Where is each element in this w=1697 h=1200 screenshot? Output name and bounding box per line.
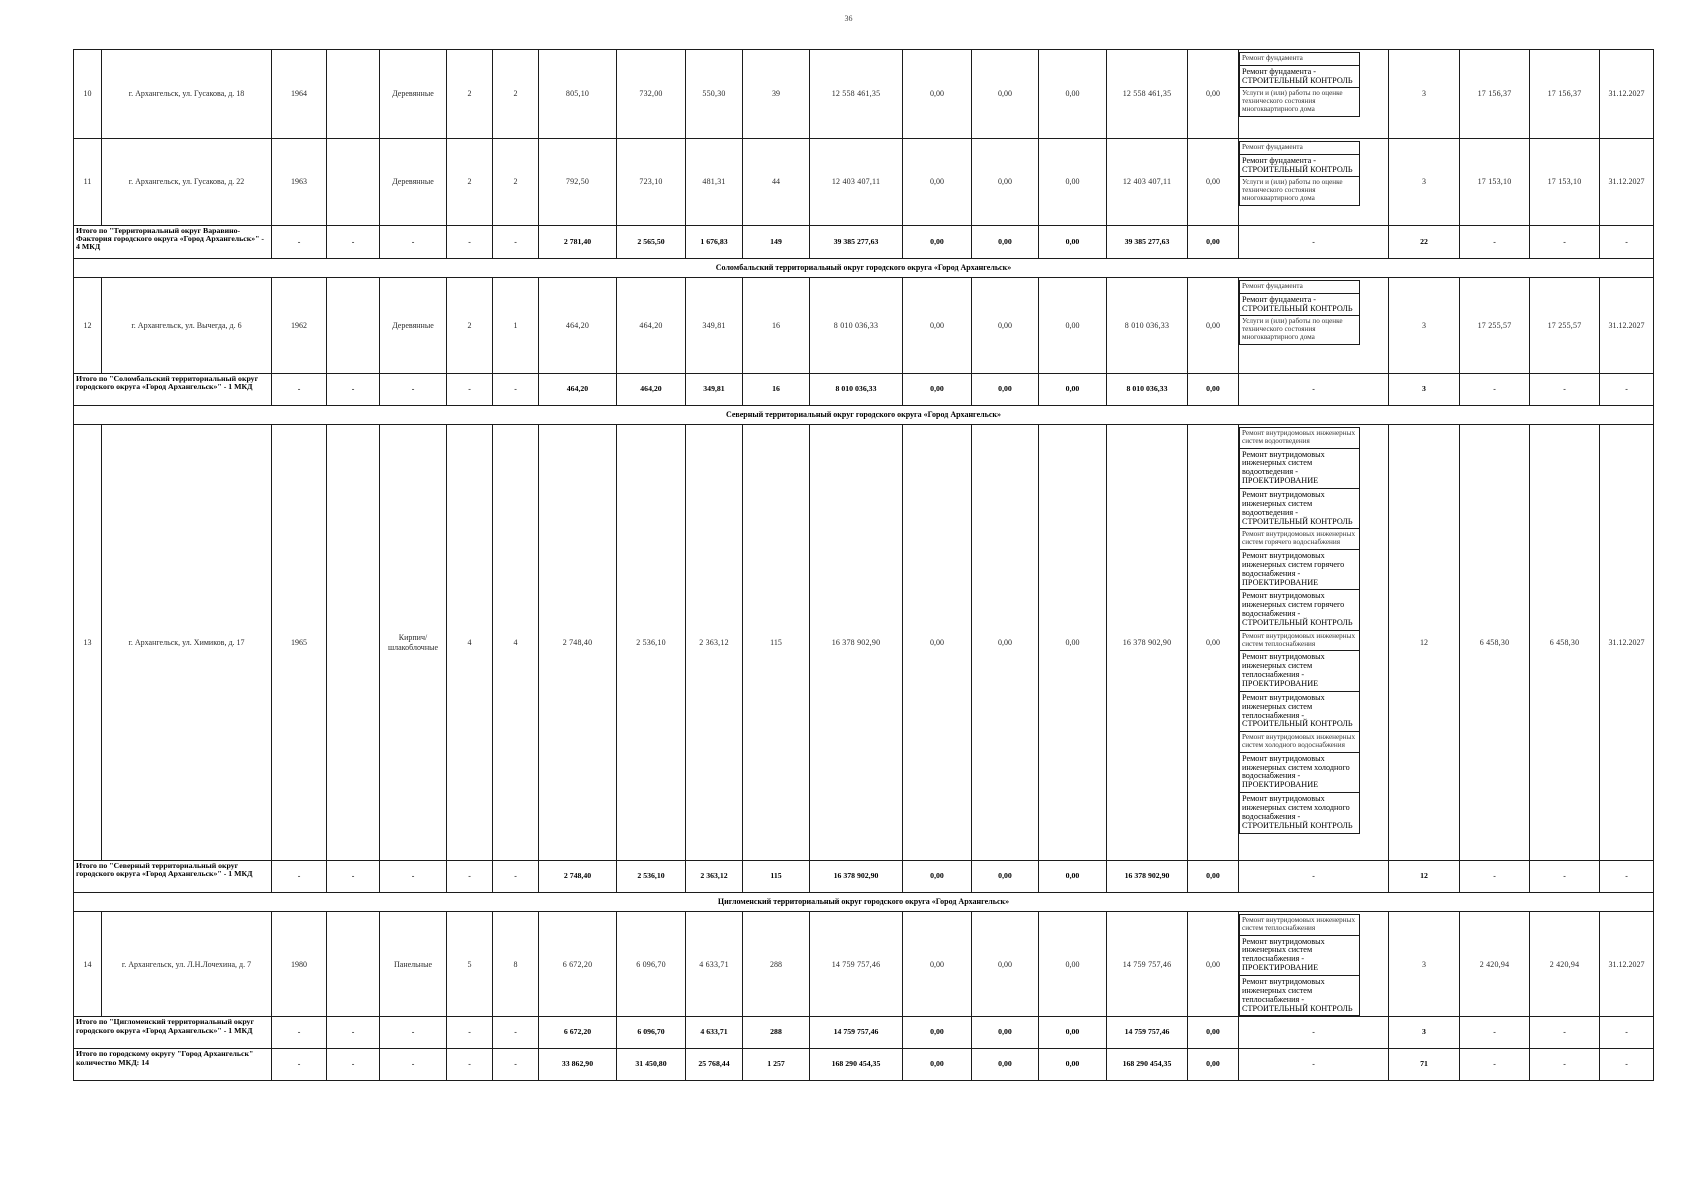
work-item: Ремонт внутридомовых инженерных систем теплоснабжения [1239,914,1360,936]
cost-cell: 12 558 461,35 [810,50,903,139]
unit-limit-cell: 17 255,57 [1530,278,1600,374]
deadline-cell: 31.12.2027 [1600,139,1654,226]
value-cell: 0,00 [1188,139,1239,226]
address-cell: г. Архангельск, ул. Гусакова, д. 22 [102,139,272,226]
floors-cell: 2 [447,50,493,139]
dash-cell: - [1460,374,1530,406]
works-count-cell: 22 [1389,226,1460,259]
dash-cell: - [380,1017,447,1049]
cost-cell: 14 759 757,46 [1107,912,1188,1017]
unit-limit-cell: 17 153,10 [1530,139,1600,226]
works-count-cell: 3 [1389,139,1460,226]
dash-cell: - [1460,1017,1530,1049]
residents-cell: 1 257 [743,1049,810,1081]
value-cell: 0,00 [1039,139,1107,226]
unit-limit-cell: 17 156,37 [1530,50,1600,139]
work-item: Ремонт внутридомовых инженерных систем водоотведения - СТРОИТЕЛЬНЫЙ КОНТРОЛЬ [1239,489,1360,529]
value-cell: 0,00 [1039,1049,1107,1081]
dash-cell: - [327,861,380,893]
value-cell: 0,00 [1188,50,1239,139]
value-cell: 0,00 [903,139,972,226]
value-cell: 0,00 [903,226,972,259]
dash-cell: - [1600,1017,1654,1049]
value-cell: 0,00 [1039,226,1107,259]
value-cell: 0,00 [972,374,1039,406]
value-cell: 0,00 [1039,374,1107,406]
total-label: Итого по "Соломбальский территориальный округ городского округа «Город Архангельск»" - 1 МКД [74,374,272,406]
work-item: Ремонт внутридомовых инженерных систем теплоснабжения - ПРОЕКТИРОВАНИЕ [1239,936,1360,976]
section-title: Цигломенский территориальный округ городского округа «Город Архангельск» [74,893,1654,912]
area-b-cell: 2 363,12 [686,425,743,861]
section-header-row [74,406,1654,425]
cost-cell: 8 010 036,33 [810,374,903,406]
row-number: 13 [74,425,102,861]
section-header-row [74,259,1654,278]
dash-cell: - [493,226,539,259]
dash-cell: - [493,1049,539,1081]
value-cell: 0,00 [972,139,1039,226]
work-item: Ремонт фундамента [1239,141,1360,155]
unit-cost-cell: 17 153,10 [1460,139,1530,226]
dash-cell: - [447,861,493,893]
entrances-cell: 2 [493,50,539,139]
area-b-cell: 25 768,44 [686,1049,743,1081]
area-total-cell: 6 672,20 [539,912,617,1017]
value-cell: 0,00 [972,50,1039,139]
value-cell: 0,00 [972,1017,1039,1049]
value-cell: 0,00 [972,425,1039,861]
work-item: Ремонт внутридомовых инженерных систем горячего водоснабжения [1239,529,1360,550]
dash-cell: - [380,226,447,259]
dash-cell: - [1239,1049,1389,1081]
residents-cell: 16 [743,374,810,406]
value-cell: 0,00 [1039,1017,1107,1049]
dash-cell: - [1239,1017,1389,1049]
area-total-cell: 2 748,40 [539,425,617,861]
area-b-cell: 349,81 [686,278,743,374]
cost-cell: 14 759 757,46 [810,1017,903,1049]
row-number: 12 [74,278,102,374]
work-item: Услуги и (или) работы по оценке технического состояния многоквартирного дома [1239,316,1360,344]
cost-cell: 12 558 461,35 [1107,50,1188,139]
cost-cell: 168 290 454,35 [1107,1049,1188,1081]
dash-cell: - [272,861,327,893]
residents-cell: 115 [743,861,810,893]
total-row [74,1017,1654,1049]
dash-cell: - [493,374,539,406]
area-a-cell: 464,20 [617,278,686,374]
value-cell: 0,00 [1039,912,1107,1017]
floors-cell: 2 [447,278,493,374]
area-total-cell: 2 781,40 [539,226,617,259]
work-item: Услуги и (или) работы по оценке технического состояния многоквартирного дома [1239,177,1360,205]
cost-cell: 16 378 902,90 [810,425,903,861]
work-item: Ремонт внутридомовых инженерных систем холодного водоснабжения - ПРОЕКТИРОВАНИЕ [1239,753,1360,793]
year-cell: 1964 [272,50,327,139]
cost-cell: 8 010 036,33 [810,278,903,374]
wall-material-cell: Деревянные [380,139,447,226]
dash-cell: - [1239,374,1389,406]
page-number: 36 [844,14,853,23]
value-cell: 0,00 [1188,861,1239,893]
dash-cell: - [1530,226,1600,259]
value-cell: 0,00 [903,861,972,893]
cost-cell: 16 378 902,90 [1107,861,1188,893]
cost-cell: 12 403 407,11 [1107,139,1188,226]
unit-cost-cell: 17 156,37 [1460,50,1530,139]
area-b-cell: 550,30 [686,50,743,139]
works-count-cell: 3 [1389,912,1460,1017]
capital-repair-table [73,49,1654,1081]
work-item: Ремонт внутридомовых инженерных систем водоотведения [1239,427,1360,449]
value-cell: 0,00 [1039,861,1107,893]
dash-cell: - [1460,1049,1530,1081]
area-a-cell: 723,10 [617,139,686,226]
deadline-cell: 31.12.2027 [1600,278,1654,374]
cost-cell: 8 010 036,33 [1107,278,1188,374]
value-cell: 0,00 [972,226,1039,259]
work-item: Ремонт фундамента [1239,280,1360,294]
cost-cell: 16 378 902,90 [810,861,903,893]
year-cell: 1965 [272,425,327,861]
dash-cell: - [1600,861,1654,893]
work-item: Ремонт внутридомовых инженерных систем холодного водоснабжения [1239,732,1360,753]
total-row [74,861,1654,893]
work-item: Ремонт внутридомовых инженерных систем горячего водоснабжения - СТРОИТЕЛЬНЫЙ КОНТРОЛЬ [1239,590,1360,630]
dash-cell: - [1460,861,1530,893]
value-cell: 0,00 [1188,912,1239,1017]
unit-limit-cell: 6 458,30 [1530,425,1600,861]
empty-cell [327,50,380,139]
work-item: Ремонт внутридомовых инженерных систем теплоснабжения - СТРОИТЕЛЬНЫЙ КОНТРОЛЬ [1239,976,1360,1016]
work-item: Услуги и (или) работы по оценке технического состояния многоквартирного дома [1239,88,1360,116]
value-cell: 0,00 [903,912,972,1017]
value-cell: 0,00 [1039,278,1107,374]
table-row [74,50,1654,139]
work-item: Ремонт фундамента [1239,52,1360,66]
area-total-cell: 33 862,90 [539,1049,617,1081]
floors-cell: 2 [447,139,493,226]
work-item: Ремонт внутридомовых инженерных систем холодного водоснабжения - СТРОИТЕЛЬНЫЙ КОНТРОЛЬ [1239,793,1360,833]
value-cell: 0,00 [1188,1049,1239,1081]
residents-cell: 16 [743,278,810,374]
value-cell: 0,00 [972,861,1039,893]
unit-cost-cell: 17 255,57 [1460,278,1530,374]
dash-cell: - [1530,861,1600,893]
works-count-cell: 71 [1389,1049,1460,1081]
works-count-cell: 3 [1389,1017,1460,1049]
work-item: Ремонт фундамента - СТРОИТЕЛЬНЫЙ КОНТРОЛЬ [1239,155,1360,178]
value-cell: 0,00 [1039,50,1107,139]
deadline-cell: 31.12.2027 [1600,50,1654,139]
value-cell: 0,00 [1039,425,1107,861]
cost-cell: 14 759 757,46 [1107,1017,1188,1049]
area-total-cell: 464,20 [539,278,617,374]
cost-cell: 39 385 277,63 [1107,226,1188,259]
works-count-cell: 12 [1389,425,1460,861]
unit-cost-cell: 6 458,30 [1460,425,1530,861]
wall-material-cell: Кирпич/ шлакоблочные [380,425,447,861]
area-b-cell: 481,31 [686,139,743,226]
area-a-cell: 732,00 [617,50,686,139]
area-a-cell: 6 096,70 [617,1017,686,1049]
dash-cell: - [447,1017,493,1049]
dash-cell: - [493,861,539,893]
works-count-cell: 12 [1389,861,1460,893]
dash-cell: - [447,226,493,259]
wall-material-cell: Деревянные [380,278,447,374]
row-number: 14 [74,912,102,1017]
total-row [74,226,1654,259]
works-cell [1239,425,1389,861]
area-total-cell: 2 748,40 [539,861,617,893]
row-number: 11 [74,139,102,226]
dash-cell: - [1530,1049,1600,1081]
value-cell: 0,00 [903,425,972,861]
dash-cell: - [327,1049,380,1081]
value-cell: 0,00 [903,50,972,139]
entrances-cell: 1 [493,278,539,374]
cost-cell: 39 385 277,63 [810,226,903,259]
area-total-cell: 792,50 [539,139,617,226]
works-cell [1239,278,1389,374]
total-label: Итого по "Цигломенский территориальный округ городского округа «Город Архангельск»" - 1 МКД [74,1017,272,1049]
empty-cell [327,912,380,1017]
work-item: Ремонт фундамента - СТРОИТЕЛЬНЫЙ КОНТРОЛЬ [1239,66,1360,89]
value-cell: 0,00 [1188,1017,1239,1049]
cost-cell: 168 290 454,35 [810,1049,903,1081]
cost-cell: 12 403 407,11 [810,139,903,226]
value-cell: 0,00 [972,912,1039,1017]
dash-cell: - [1530,374,1600,406]
value-cell: 0,00 [1188,226,1239,259]
address-cell: г. Архангельск, ул. Химиков, д. 17 [102,425,272,861]
works-count-cell: 3 [1389,278,1460,374]
residents-cell: 115 [743,425,810,861]
dash-cell: - [327,226,380,259]
total-label: Итого по городскому округу "Город Архангельск" количество МКД: 14 [74,1049,272,1081]
area-total-cell: 805,10 [539,50,617,139]
section-title: Северный территориальный округ городского округа «Город Архангельск» [74,406,1654,425]
cost-cell: 14 759 757,46 [810,912,903,1017]
address-cell: г. Архангельск, ул. Гусакова, д. 18 [102,50,272,139]
value-cell: 0,00 [972,1049,1039,1081]
works-count-cell: 3 [1389,50,1460,139]
value-cell: 0,00 [903,1049,972,1081]
year-cell: 1980 [272,912,327,1017]
table-row [74,278,1654,374]
row-number: 10 [74,50,102,139]
area-total-cell: 6 672,20 [539,1017,617,1049]
residents-cell: 39 [743,50,810,139]
address-cell: г. Архангельск, ул. Вычегда, д. 6 [102,278,272,374]
dash-cell: - [1600,374,1654,406]
dash-cell: - [1460,226,1530,259]
cost-cell: 8 010 036,33 [1107,374,1188,406]
works-cell [1239,50,1389,139]
cost-cell: 16 378 902,90 [1107,425,1188,861]
area-a-cell: 2 565,50 [617,226,686,259]
work-item: Ремонт внутридомовых инженерных систем теплоснабжения [1239,631,1360,652]
dash-cell: - [493,1017,539,1049]
table-row [74,912,1654,1017]
value-cell: 0,00 [1188,425,1239,861]
dash-cell: - [327,374,380,406]
area-b-cell: 1 676,83 [686,226,743,259]
dash-cell: - [272,374,327,406]
dash-cell: - [272,1017,327,1049]
total-label: Итого по "Территориальный округ Варавино-Фактория городского округа «Город Архангельск»" - 4 МКД [74,226,272,259]
area-a-cell: 2 536,10 [617,861,686,893]
works-cell [1239,912,1389,1017]
dash-cell: - [272,226,327,259]
area-a-cell: 31 450,80 [617,1049,686,1081]
works-cell [1239,139,1389,226]
dash-cell: - [380,374,447,406]
work-item: Ремонт фундамента - СТРОИТЕЛЬНЫЙ КОНТРОЛЬ [1239,294,1360,317]
work-item: Ремонт внутридомовых инженерных систем горячего водоснабжения - ПРОЕКТИРОВАНИЕ [1239,550,1360,590]
address-cell: г. Архангельск, ул. Л.Н.Лочехина, д. 7 [102,912,272,1017]
floors-cell: 4 [447,425,493,861]
entrances-cell: 2 [493,139,539,226]
work-item: Ремонт внутридомовых инженерных систем теплоснабжения - ПРОЕКТИРОВАНИЕ [1239,651,1360,691]
area-b-cell: 349,81 [686,374,743,406]
dash-cell: - [327,1017,380,1049]
dash-cell: - [1600,226,1654,259]
residents-cell: 44 [743,139,810,226]
dash-cell: - [447,1049,493,1081]
area-a-cell: 6 096,70 [617,912,686,1017]
area-b-cell: 4 633,71 [686,1017,743,1049]
area-b-cell: 2 363,12 [686,861,743,893]
work-item: Ремонт внутридомовых инженерных систем водоотведения - ПРОЕКТИРОВАНИЕ [1239,449,1360,489]
dash-cell: - [1530,1017,1600,1049]
total-row [74,374,1654,406]
table-row [74,425,1654,861]
dash-cell: - [1600,1049,1654,1081]
empty-cell [327,278,380,374]
dash-cell: - [1239,226,1389,259]
value-cell: 0,00 [1188,374,1239,406]
deadline-cell: 31.12.2027 [1600,425,1654,861]
residents-cell: 288 [743,912,810,1017]
section-title: Соломбальский территориальный округ городского округа «Город Архангельск» [74,259,1654,278]
empty-cell [327,425,380,861]
residents-cell: 288 [743,1017,810,1049]
deadline-cell: 31.12.2027 [1600,912,1654,1017]
grand-total-row [74,1049,1654,1081]
entrances-cell: 8 [493,912,539,1017]
area-a-cell: 464,20 [617,374,686,406]
unit-cost-cell: 2 420,94 [1460,912,1530,1017]
table-row [74,139,1654,226]
total-label: Итого по "Северный территориальный округ городского округа «Город Архангельск»" - 1 МКД [74,861,272,893]
value-cell: 0,00 [972,278,1039,374]
dash-cell: - [380,861,447,893]
year-cell: 1962 [272,278,327,374]
dash-cell: - [1239,861,1389,893]
area-b-cell: 4 633,71 [686,912,743,1017]
dash-cell: - [272,1049,327,1081]
year-cell: 1963 [272,139,327,226]
entrances-cell: 4 [493,425,539,861]
dash-cell: - [380,1049,447,1081]
floors-cell: 5 [447,912,493,1017]
work-item: Ремонт внутридомовых инженерных систем теплоснабжения - СТРОИТЕЛЬНЫЙ КОНТРОЛЬ [1239,692,1360,732]
wall-material-cell: Панельные [380,912,447,1017]
value-cell: 0,00 [903,374,972,406]
residents-cell: 149 [743,226,810,259]
unit-limit-cell: 2 420,94 [1530,912,1600,1017]
works-count-cell: 3 [1389,374,1460,406]
section-header-row [74,893,1654,912]
area-total-cell: 464,20 [539,374,617,406]
wall-material-cell: Деревянные [380,50,447,139]
value-cell: 0,00 [1188,278,1239,374]
empty-cell [327,139,380,226]
value-cell: 0,00 [903,278,972,374]
area-a-cell: 2 536,10 [617,425,686,861]
dash-cell: - [447,374,493,406]
value-cell: 0,00 [903,1017,972,1049]
